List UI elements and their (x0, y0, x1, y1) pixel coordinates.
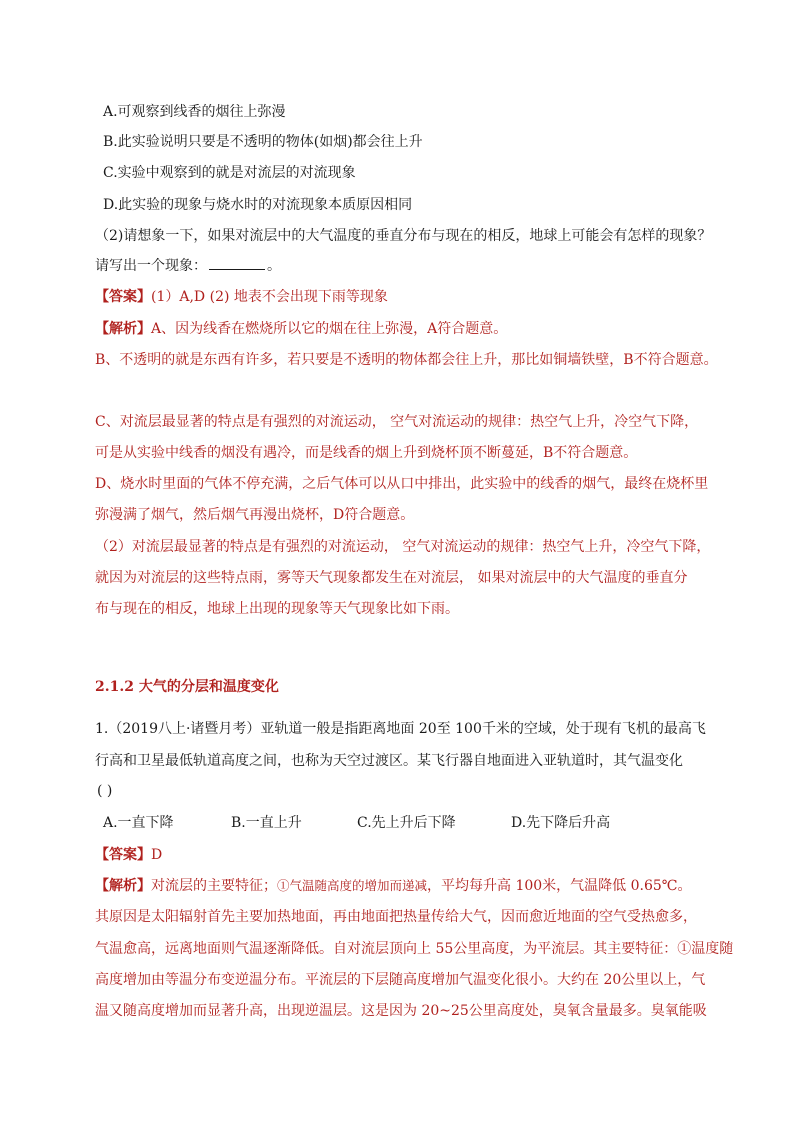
option-c: C.实验中观察到的就是对流层的对流现象 (103, 165, 356, 181)
analysis-line-7: （2）对流层最显著的特点是有强烈的对流运动， 空气对流运动的规律：热空气上升，冷空气下降， (95, 539, 711, 555)
section-heading: 2.1.2 大气的分层和温度变化 (95, 679, 279, 695)
answer-blank (209, 257, 265, 270)
q1-analysis-line-2: 其原因是太阳辐射首先主要加热地面，再由地面把热量传给大气，因而愈近地面的空气受热愈多， (95, 909, 697, 925)
question-part2-prompt: 请写出一个现象： (95, 258, 207, 274)
answer-text: (1）A,D (2) 地表不会出现下雨等现象 (151, 289, 388, 305)
analysis-line-3: C、对流层最显著的特点是有强烈的对流运动， 空气对流运动的规律：热空气上升，冷空气下降， (95, 414, 699, 430)
analysis-tag: 【解析】 (95, 321, 151, 337)
analysis-line-2: B、不透明的就是东西有许多，若只要是不透明的物体都会往上升，那比如铜墙铁壁，B不符合题意。 (95, 352, 718, 368)
analysis-line-9: 布与现在的相反，地球上出现的现象等天气现象比如下雨。 (95, 601, 459, 617)
q1-option-d: D.先下降后升高 (511, 815, 611, 831)
q1-option-c: C.先上升后下降 (357, 815, 456, 831)
q1-option-b: B.一直上升 (231, 815, 302, 831)
analysis-line-5: D、烧水时里面的气体不停充满，之后气体可以从口中排出，此实验中的线香的烟气，最终在烧杯里 (95, 476, 709, 492)
question-part2-line1: （2)请想象一下，如果对流层中的大气温度的垂直分布与现在的相反，地球上可能会有怎样的现象？ (95, 228, 712, 244)
q1-answer-text: D (151, 847, 163, 863)
q1-analysis-a: 对流层的主要特征； (151, 878, 277, 894)
option-d: D.此实验的现象与烧水时的对流现象本质原因相同 (103, 197, 413, 213)
answer-tag: 【答案】 (95, 289, 151, 305)
question-part2-line2 (95, 257, 281, 275)
q1-answer-tag: 【答案】 (95, 847, 151, 863)
q1-analysis-tag: 【解析】 (95, 878, 151, 894)
q1-analysis-c: ，平均每升高 100米，气温降低 0.65℃。 (427, 878, 692, 894)
q1-stem-line2: 行高和卫星最低轨道高度之间，也称为天空过渡区。某飞行器自地面进入亚轨道时，其气温变化 (95, 753, 683, 769)
q1-analysis-line-4: 高度增加由等温分布变逆温分布。平流层的下层随高度增加气温变化很小。大约在 20公里以上，气 (95, 972, 706, 988)
q1-option-a: A.一直下降 (103, 815, 174, 831)
analysis-line-1 (95, 320, 507, 338)
q1-answer-line (95, 846, 162, 864)
q1-analysis-line-1 (95, 877, 691, 895)
option-a: A.可观察到线香的烟往上弥漫 (103, 104, 286, 120)
q1-answer-paren: ( ) (97, 783, 113, 799)
q1-stem-line1: 1.（2019八上·诸暨月考）亚轨道一般是指距离地面 20至 100千米的空域，处于现有飞机的最高飞 (95, 721, 706, 737)
answer-line (95, 288, 388, 306)
option-b: B.此实验说明只要是不透明的物体(如烟)都会往上升 (103, 134, 423, 150)
q1-analysis-b: ①气温随高度的增加而递减 (277, 878, 428, 893)
q1-analysis-line-3: 气温愈高，远离地面则气温逐渐降低。自对流层顶向上 55公里高度，为平流层。其主要特征：①温度随 (95, 941, 734, 957)
analysis-line-6: 弥漫满了烟气，然后烟气再漫出烧杯，D符合题意。 (95, 507, 415, 523)
analysis-line-4: 可是从实验中线香的烟没有遇冷，而是线香的烟上升到烧杯顶不断蔓延，B不符合题意。 (95, 445, 638, 461)
analysis-text: A、因为线香在燃烧所以它的烟在往上弥漫，A符合题意。 (151, 321, 508, 337)
analysis-line-8: 就因为对流层的这些特点雨，雾等天气现象都发生在对流层， 如果对流层中的大气温度的垂直分 (95, 570, 688, 586)
q1-analysis-line-5: 温又随高度增加而显著升高，出现逆温层。这是因为 20~25公里高度处，臭氧含量最多。臭氧能吸 (95, 1003, 707, 1019)
question-part2-end: 。 (267, 258, 281, 274)
